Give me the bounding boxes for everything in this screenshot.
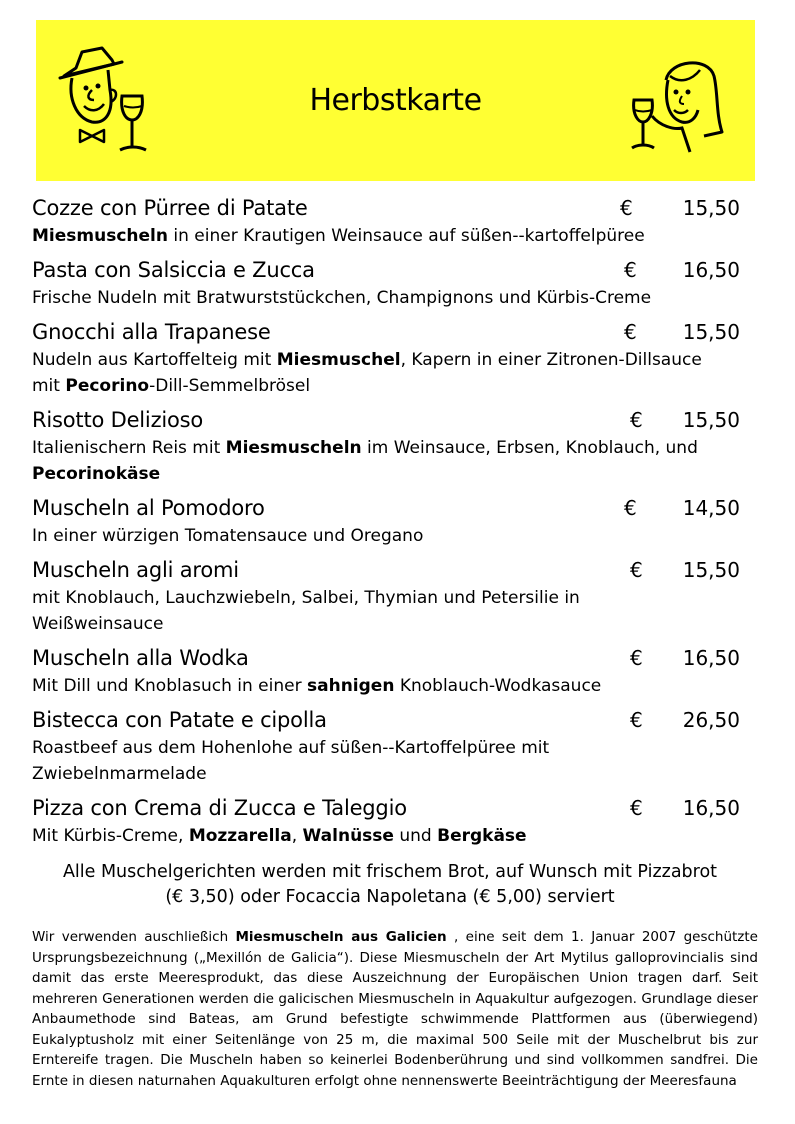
highlighted-ingredient: Pecorino bbox=[65, 376, 150, 396]
description-text: Mit Kürbis-Creme, bbox=[32, 826, 189, 846]
description-text: Italienischern Reis mit bbox=[32, 438, 226, 458]
menu-item bbox=[32, 555, 744, 637]
description-text: Nudeln aus Kartoffelteig mit bbox=[32, 350, 277, 370]
highlighted-ingredient: Walnüsse bbox=[302, 826, 394, 846]
currency-symbol: € bbox=[624, 496, 637, 520]
currency-symbol: € bbox=[624, 320, 637, 344]
dish-price: 15,50 bbox=[682, 320, 740, 344]
footer-highlight: Miesmuscheln aus Galicien bbox=[235, 929, 447, 945]
dish-name: Muscheln al Pomodoro bbox=[32, 496, 265, 520]
highlighted-ingredient: Pecorinokäse bbox=[32, 464, 161, 484]
footer-segment: , eine seit dem 1. Januar 2007 geschützte Ursprungsbezeichnung („Mexillón de Galicia“). Diese Miesmuscheln der Art Mytilus galloprovincialis sind damit das erste Meeresprodukt, das diese Auszeichnung der Europäischen Union tragen darf. Seit mehreren Generationen werden die galicischen Miesmuscheln in Aquakultur aufgezogen. Grundlage dieser Anbaumethode sind Bateas, am Grund befestigte schwimmende Plattformen aus (überwiegend) Eukalyptusholz mit einer Seitenlänge von 25 m, die maximal 500 Seile mit der Muschelbrut bis zur Erntereife tragen. Die Muscheln haben so keinerlei Bodenberührung und sind vollkommen sandfrei. Die Ernte in diesen naturnahen Aquakulturen erfolgt ohne nennenswerte Beeinträchtigung der Meeresfauna bbox=[32, 929, 758, 1089]
highlighted-ingredient: Bergkäse bbox=[437, 826, 527, 846]
menu-item bbox=[32, 193, 744, 249]
description-text: , Kapern in einer Zitronen-Dillsauce mit bbox=[32, 350, 702, 396]
currency-symbol: € bbox=[630, 796, 643, 820]
description-text: im Weinsauce, Erbsen, Knoblauch, und bbox=[361, 438, 698, 458]
currency-symbol: € bbox=[620, 196, 633, 220]
header-banner bbox=[36, 20, 755, 181]
menu-item bbox=[32, 317, 744, 399]
dish-description bbox=[32, 673, 744, 699]
dish-description bbox=[32, 223, 744, 249]
dish-price: 16,50 bbox=[682, 646, 740, 670]
highlighted-ingredient: Miesmuschel bbox=[276, 350, 401, 370]
bread-note-line1: Alle Muschelgerichten werden mit frischem Brot, auf Wunsch mit Pizzabrot bbox=[62, 862, 718, 882]
dish-price: 14,50 bbox=[682, 496, 740, 520]
description-text: in einer Krautigen Weinsauce auf süßen--kartoffelpüree bbox=[167, 226, 645, 246]
description-text: -Dill-Semmelbrösel bbox=[149, 376, 311, 396]
dish-price: 16,50 bbox=[682, 258, 740, 282]
description-text: , bbox=[291, 826, 303, 846]
highlighted-ingredient: Mozzarella bbox=[188, 826, 292, 846]
dish-name: Cozze con Pürree di Patate bbox=[32, 196, 308, 220]
currency-symbol: € bbox=[630, 708, 643, 732]
page-title: Herbstkarte bbox=[309, 83, 482, 118]
dish-price: 15,50 bbox=[682, 196, 740, 220]
dish-description bbox=[32, 823, 744, 849]
menu-item bbox=[32, 493, 744, 549]
description-text: mit Knoblauch, Lauchzwiebeln, Salbei, Thymian und Petersilie in Weißweinsauce bbox=[32, 588, 580, 634]
currency-symbol: € bbox=[630, 408, 643, 432]
dish-name: Gnocchi alla Trapanese bbox=[32, 320, 271, 344]
dish-name: Muscheln alla Wodka bbox=[32, 646, 249, 670]
dish-description bbox=[32, 735, 744, 787]
dish-name: Risotto Delizioso bbox=[32, 408, 204, 432]
menu-item bbox=[32, 705, 744, 787]
menu-item bbox=[32, 793, 744, 849]
description-text: Knoblauch-Wodkasauce bbox=[394, 676, 602, 696]
highlighted-ingredient: sahnigen bbox=[307, 676, 395, 696]
dish-description bbox=[32, 347, 744, 399]
highlighted-ingredient: Miesmuscheln bbox=[32, 226, 168, 246]
currency-symbol: € bbox=[630, 646, 643, 670]
dish-name: Pasta con Salsiccia e Zucca bbox=[32, 258, 315, 282]
footer-segment: Wir verwenden auschließich bbox=[32, 929, 236, 945]
description-text: und bbox=[393, 826, 438, 846]
dish-price: 15,50 bbox=[682, 558, 740, 582]
dish-description bbox=[32, 435, 744, 487]
description-text: Frische Nudeln mit Bratwurststückchen, Champignons und Kürbis-Creme bbox=[32, 288, 652, 308]
dish-name: Muscheln agli aromi bbox=[32, 558, 239, 582]
dish-description bbox=[32, 523, 744, 549]
bread-note-line2: (€ 3,50) oder Focaccia Napoletana (€ 5,00) serviert bbox=[165, 887, 615, 907]
description-text: In einer würzigen Tomatensauce und Oregano bbox=[32, 526, 424, 546]
currency-symbol: € bbox=[624, 258, 637, 282]
dish-price: 15,50 bbox=[682, 408, 740, 432]
footer-text bbox=[32, 927, 758, 1091]
description-text: Roastbeef aus dem Hohenlohe auf süßen--Kartoffelpüree mit Zwiebelnmarmelade bbox=[32, 738, 550, 784]
menu-list bbox=[32, 193, 744, 855]
dish-description bbox=[32, 285, 744, 311]
currency-symbol: € bbox=[630, 558, 643, 582]
woman-with-wineglass-icon bbox=[630, 56, 730, 156]
dish-price: 26,50 bbox=[682, 708, 740, 732]
dish-name: Bistecca con Patate e cipolla bbox=[32, 708, 327, 732]
menu-item bbox=[32, 643, 744, 699]
description-text: Mit Dill und Knoblasuch in einer bbox=[32, 676, 307, 696]
bread-note bbox=[32, 860, 748, 910]
dish-price: 16,50 bbox=[682, 796, 740, 820]
dish-name: Pizza con Crema di Zucca e Taleggio bbox=[32, 796, 407, 820]
menu-item bbox=[32, 405, 744, 487]
menu-item bbox=[32, 255, 744, 311]
dish-description bbox=[32, 585, 744, 637]
highlighted-ingredient: Miesmuscheln bbox=[225, 438, 362, 458]
